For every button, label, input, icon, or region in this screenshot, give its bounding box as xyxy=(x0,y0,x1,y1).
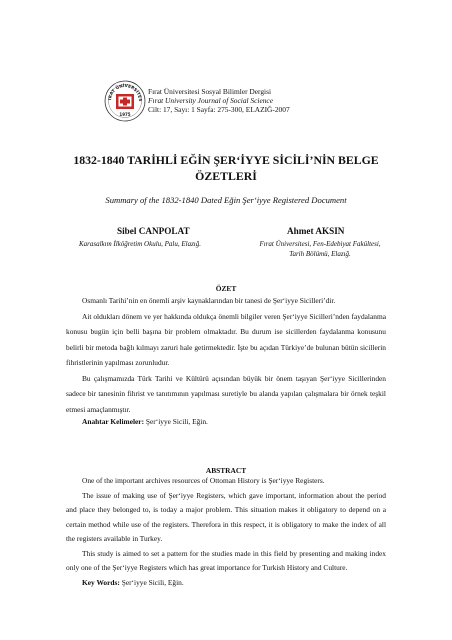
text-line: Sicillerinden sadece bir tanesinin fihrist ve tanıtımının yapılması suretiyle bu alanda yapılan xyxy=(66,373,386,398)
seal-ring-text: IRAT ÜNİVERSİTES xyxy=(107,82,144,102)
abstract-paragraph-1: One of the important archives resources of Ottoman History is Şer‘iyye Registers. xyxy=(82,476,325,485)
text-line: the period and place they belonged to, is today a major problem. This situation makes it obligatory xyxy=(66,490,386,514)
text-line: The issue of making use of Şer‘iyye Registers, which gave important, information about xyxy=(82,490,353,500)
keywords-value: Şer‘iyye Sicili, Eğin. xyxy=(119,577,184,587)
ozet-paragraph-2 xyxy=(66,309,386,371)
text-line: Bu çalışmamızda Türk Tarihi ve Kültürü açısından büyük bir önem taşıyan Şer‘iyye xyxy=(82,373,346,383)
affiliation-line: Tarih Bölümü, Elazığ. xyxy=(289,250,351,258)
journal-name-en: Fırat University Journal of Social Science xyxy=(148,96,273,106)
abstract-paragraph-2 xyxy=(66,489,386,547)
abstract-keywords xyxy=(66,576,386,591)
journal-name-tr: Fırat Üniversitesi Sosyal Bilimler Dergisi xyxy=(148,87,272,96)
keywords-label: Key Words: xyxy=(82,577,120,587)
ozet-body xyxy=(66,293,386,428)
abstract-heading: ABSTRACT xyxy=(205,466,247,475)
text-line: Ait oldukları dönem ve yer hakkında oldukça önemli bilgiler veren Şer‘iyye Sicilleri’nden xyxy=(82,311,350,321)
abstract-paragraph-3 xyxy=(66,547,386,576)
ozet-heading: ÖZET xyxy=(215,284,237,293)
text-line: çalışmalara bir örnek teşkil etmesi amaçlanmıştır. xyxy=(66,389,386,414)
article-subtitle: Summary of the 1832-1840 Dated Eğin Şer‘iyye Registered Document xyxy=(105,195,347,205)
text-line: Türkiye’de bulunan bütün sicillerin fihristlerinin yapılması zorunludur. xyxy=(66,342,386,367)
abstract-body xyxy=(66,474,386,590)
text-line: faydalanma konusunu belirli bir metoda bağlı kılmayı zaruri hale getirmektedir. İşte bu açıdan xyxy=(66,327,386,352)
affiliation-line: Karasalkım İlköğretim Okulu, Palu, Elazığ. xyxy=(78,240,202,248)
seal-year: 1975 xyxy=(119,112,131,117)
ozet-paragraph-3 xyxy=(66,371,386,418)
keywords-label: Anahtar Kelimeler: xyxy=(82,417,145,426)
ozet-keywords xyxy=(66,417,386,428)
author-name-2: Ahmet AKSIN xyxy=(287,226,345,236)
text-line: making index only one of the Şer‘iyye Registers which has great importance for Turkish History xyxy=(66,548,386,572)
journal-volume-line: Cilt: 17, Sayı: 1 Sayfa: 275-300, ELAZIĞ-2007 xyxy=(148,105,290,115)
author-affiliation-1 xyxy=(65,239,215,249)
text-line: and Culture. xyxy=(310,563,348,572)
author-name-1: Sibel CANPOLAT xyxy=(117,226,190,236)
title-line-1: 1832-1840 TARİHLİ EĞİN ŞER‘İYYE SİCİLİ’NİN BELGE xyxy=(73,153,379,167)
author-affiliation-2 xyxy=(245,239,395,259)
affiliation-line: Fırat Üniversitesi, Fen-Edebiyat Fakültesi, xyxy=(259,240,381,248)
text-line: faydalanma konusu bugün için belli başına bir problem olmaktadır. Bu durum ise sicillerden xyxy=(66,311,386,336)
ozet-paragraph-1: Osmanlı Tarihi’nin en önemli arşiv kaynaklarından bir tanesi de Şer‘iyye Sicilleri’dir. xyxy=(82,296,336,305)
journal-header xyxy=(148,87,348,115)
title-line-2: ÖZETLERİ xyxy=(195,168,257,183)
text-line: to make the index of all the registers available in Turkey. xyxy=(66,519,387,543)
university-seal-logo xyxy=(104,80,146,122)
text-line: to depend on a certain method while use of the registers. Therefora in this respect, it is obligatory xyxy=(66,505,386,529)
text-line: This study is aimed to set a pattern for the studies made in this field by presenting and xyxy=(82,548,343,558)
article-title xyxy=(30,153,422,184)
keywords-value: Şer‘iyye Sicili, Eğin. xyxy=(144,417,208,426)
